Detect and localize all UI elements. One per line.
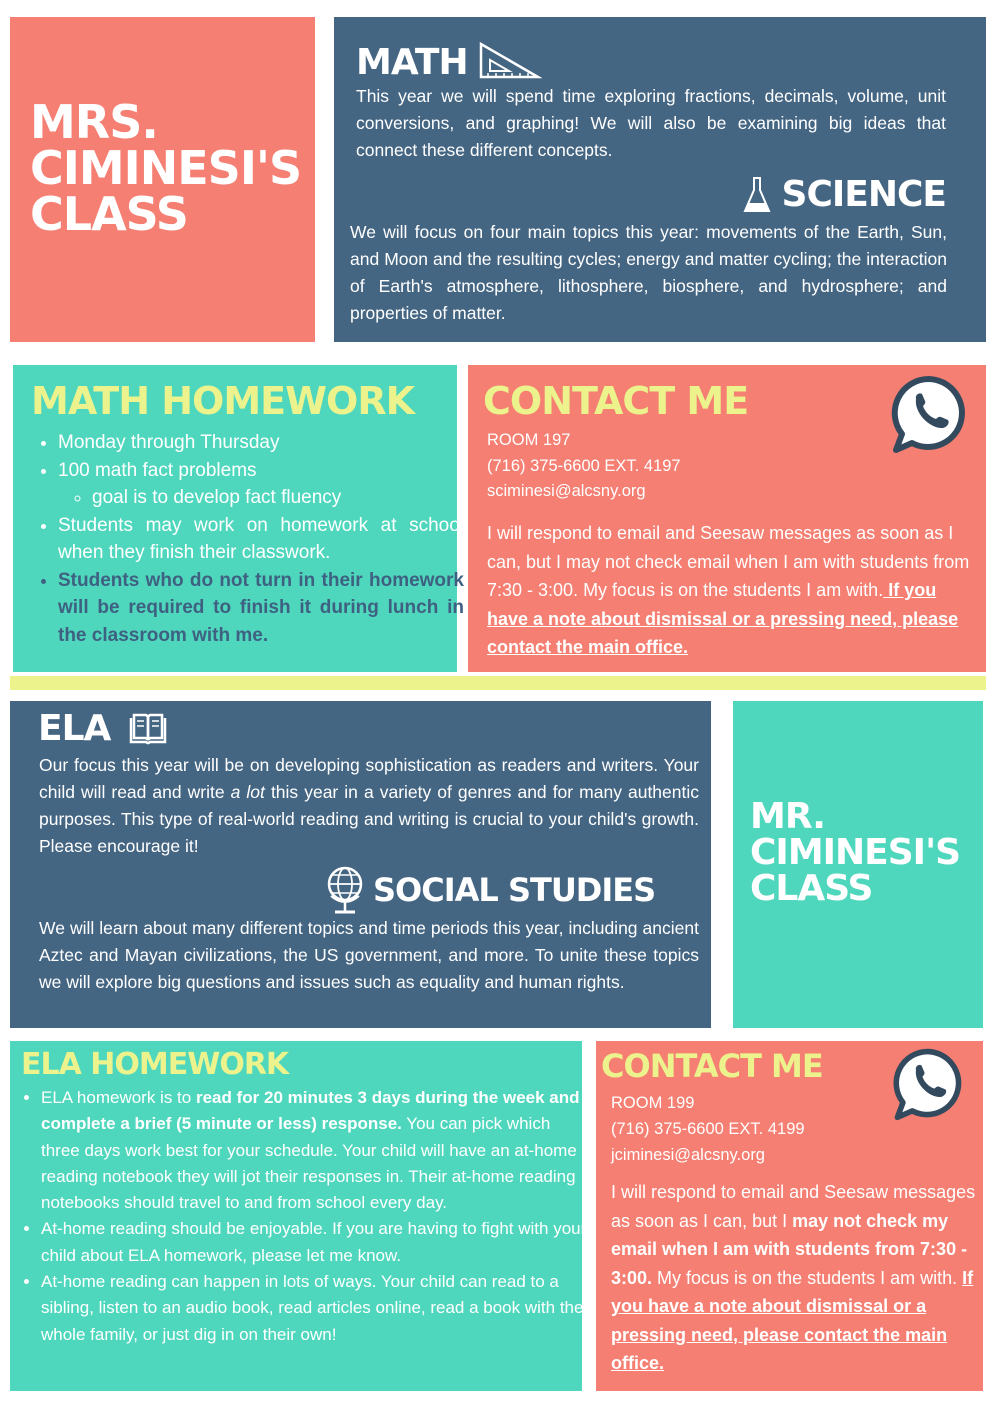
main-office-note: If you have a note about dismissal or a pressing need, please contact the main office. [611,1267,974,1373]
math-homework-list [36,429,464,649]
list-item: • ELA homework is to read for 20 minutes 3 days during the week and complete a brief (5 minute or less) response. You can pick which three days work best for your schedule. Your child will have an at-home reading notebook they will jot their responses in. Their at-home reading notebooks should travel to and from school every day. [41,1085,589,1216]
ruler-triangle-icon [478,41,542,81]
math-heading-row [356,41,542,81]
contact-details [611,1090,805,1168]
math-homework-heading: MATH HOMEWORK [31,379,415,423]
ela-heading: ELA [38,708,111,749]
ela-text: Our focus this year will be on developing sophistication as readers and writers. Your child will read and write a lot this year in a variety of genres and for many authentic purposes. This type of real-world reading and writing is crucial to your child's growth. Please encourage it! [39,755,700,856]
contact-message: I will respond to email and Seesaw messages as soon as I can, but I may not check email when I am with students from 7:30 - 3:00. My focus is on the students I am with. If you have a note about dismissal or a pressing need, please contact the main office. [487,523,970,657]
contact-me-box-1 [468,365,986,672]
phone-number: (716) 375-6600 EXT. 4197 [487,456,681,475]
email-link[interactable]: sciminesi@alcsny.org [487,482,646,500]
math-heading: MATH [356,42,468,83]
phone-chat-icon [890,1046,966,1122]
mr-class-title: MR. CIMINESI'S CLASS [750,796,961,909]
mrs-class-title: MRS. CIMINESI'S CLASS [30,95,302,241]
room-number: ROOM 199 [611,1094,695,1112]
math-science-box [334,17,986,342]
social-studies-heading-row [325,864,655,916]
ela-heading-row [38,708,168,749]
contact-me-heading: CONTACT ME [601,1047,823,1085]
science-heading-row [742,175,946,215]
list-item: • Students who do not turn in their homework will be required to finish it during lunch in the classroom with me. [58,567,464,650]
contact-me-heading: CONTACT ME [483,379,749,423]
ela-social-studies-box [10,701,711,1028]
sub-list-item: ◦ goal is to develop fact fluency [92,484,464,512]
mrs-class-box [10,17,315,342]
room-number: ROOM 197 [487,431,571,449]
contact-details [487,428,681,505]
mr-class-box [733,701,983,1028]
phone-number: (716) 375-6600 EXT. 4199 [611,1120,805,1138]
math-homework-box [13,365,464,672]
math-text: This year we will spend time exploring fractions, decimals, volume, unit conversions, and graphing! We will also be examining big ideas that connect these different concepts. [356,86,946,160]
flask-icon [742,175,772,215]
list-item: • Monday through Thursday [58,429,464,457]
ela-homework-box [10,1041,587,1391]
science-text: We will focus on four main topics this year: movements of the Earth, Sun, and Moon and the resulting cycles; energy and matter cycling; the interaction of Earth's atmosphere, lithosphere, biosphere, and hydrosphere; and properties of matter. [350,222,947,323]
list-item: • At-home reading should be enjoyable. If you are having to fight with your child about ELA homework, please let me know. [41,1216,589,1269]
contact-me-box-2 [596,1041,983,1391]
globe-icon [325,864,365,916]
science-heading: SCIENCE [781,174,946,215]
ela-homework-heading: ELA HOMEWORK [21,1047,289,1082]
list-item: • 100 math fact problems ◦ goal is to develop fact fluency [58,457,464,512]
list-item: • Students may work on homework at school when they finish their classwork. [58,512,464,567]
open-book-icon [128,712,168,746]
social-studies-heading: SOCIAL STUDIES [373,871,656,909]
social-studies-text: We will learn about many different topics and time periods this year, including ancient Aztec and Mayan civilizations, the US government, and more. To unite these topics we will explore big questions and issues such as equality and human rights. [39,918,699,992]
list-item: • At-home reading can happen in lots of ways. Your child can read to a sibling, listen to an audio book, read articles online, read a book with the whole family, or just dig in on their own! [41,1269,589,1348]
contact-message: I will respond to email and Seesaw messages as soon as I can, but I may not check my email when I am with students from 7:30 - 3:00. My focus is on the students I am with. If you have a note about dismissal or a pressing need, please contact the main office. [611,1182,976,1373]
email-link[interactable]: jciminesi@alcsny.org [611,1146,765,1164]
ela-homework-list [19,1085,589,1348]
divider-bar [10,676,986,690]
main-office-note: If you have a note about dismissal or a pressing need, please contact the main office. [487,580,959,657]
phone-chat-icon [888,373,970,455]
